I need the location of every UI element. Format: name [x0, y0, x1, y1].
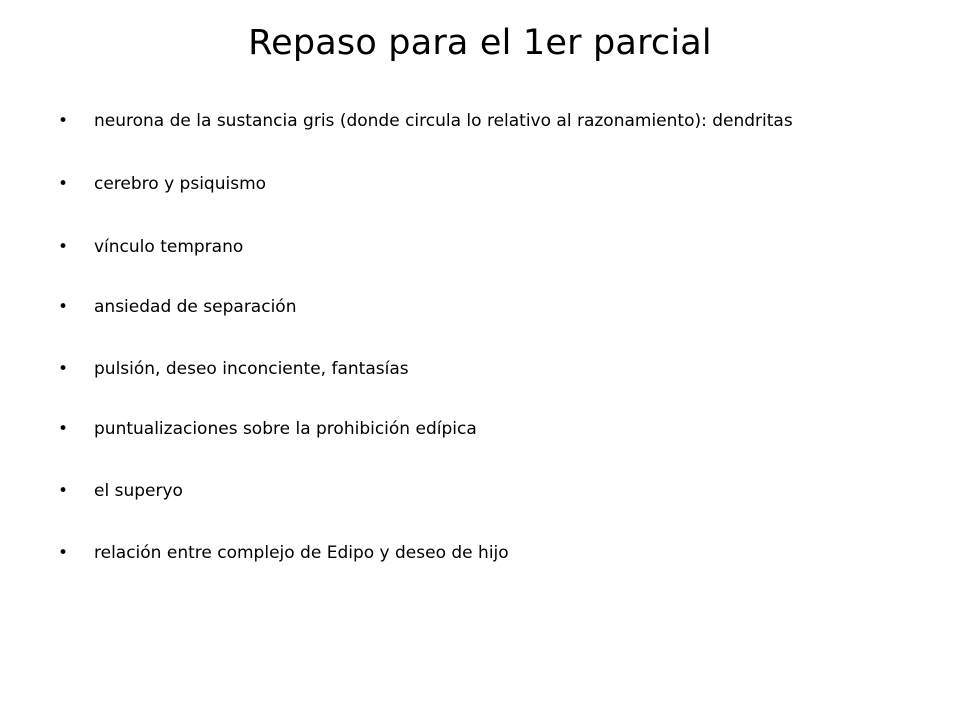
bullet-item — [58, 234, 938, 260]
bullet-text: vínculo temprano — [94, 237, 244, 257]
bullet-icon: • — [58, 359, 69, 379]
bullet-icon: • — [58, 174, 69, 194]
bullet-item — [58, 171, 938, 197]
bullet-icon: • — [58, 237, 69, 257]
bullet-text: ansiedad de separación — [94, 297, 297, 317]
bullet-text: puntualizaciones sobre la prohibición edípica — [94, 419, 477, 439]
bullet-item — [58, 540, 938, 566]
bullet-text: el superyo — [94, 481, 183, 501]
bullet-text: relación entre complejo de Edipo y deseo de hijo — [94, 543, 509, 563]
bullet-icon: • — [58, 419, 69, 439]
bullet-item — [58, 356, 938, 382]
bullet-item — [58, 294, 938, 320]
bullet-item — [58, 416, 938, 442]
bullet-icon: • — [58, 543, 69, 563]
slide-title: Repaso para el 1er parcial — [248, 23, 712, 63]
bullet-text: pulsión, deseo inconciente, fantasías — [94, 359, 409, 379]
bullet-item — [58, 108, 938, 134]
bullet-item — [58, 478, 938, 504]
bullet-icon: • — [58, 297, 69, 317]
bullet-text: cerebro y psiquismo — [94, 174, 267, 194]
bullet-icon: • — [58, 111, 69, 131]
bullet-text: neurona de la sustancia gris (donde circula lo relativo al razonamiento): dendritas — [94, 111, 793, 131]
bullet-icon: • — [58, 481, 69, 501]
